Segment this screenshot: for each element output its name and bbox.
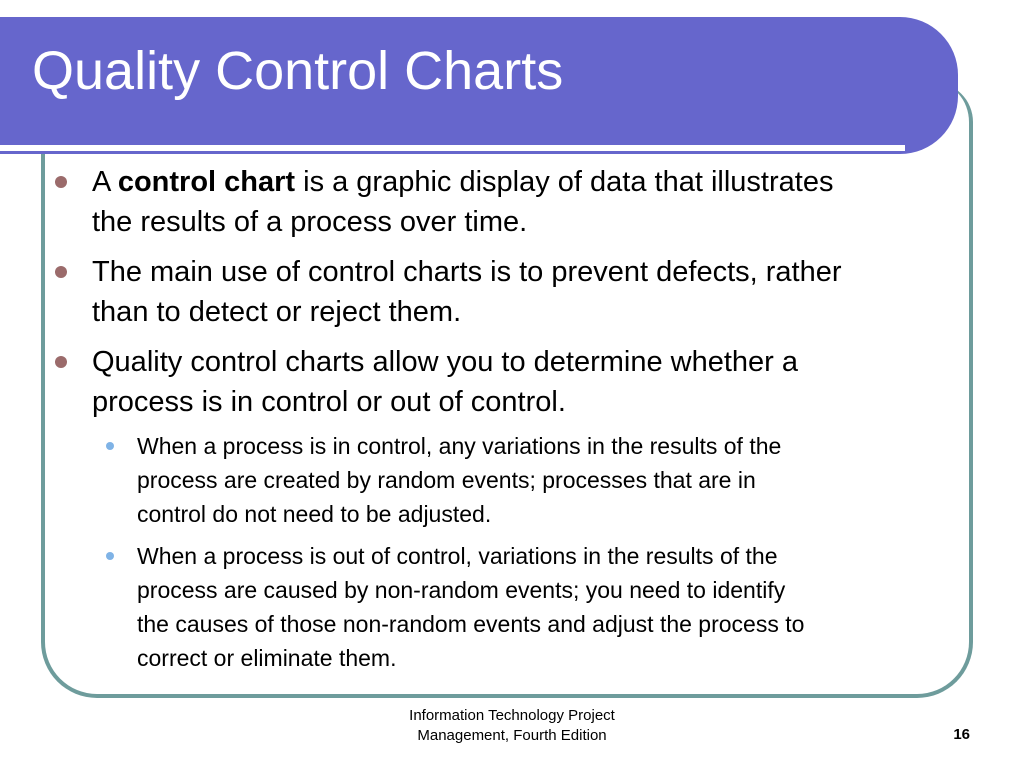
bullet-line: The main use of control charts is to prevent defects, rather [92,256,842,288]
bold-term: control chart [117,166,296,198]
sub-bullet-line: control do not need to be adjusted. [137,501,492,527]
sub-bullet-line: correct or eliminate them. [137,645,397,671]
title-underline [0,145,905,151]
page-number: 16 [953,726,970,743]
slide-title: Quality Control Charts [32,41,564,101]
footer-line: Management, Fourth Edition [417,727,607,744]
bullet-text-pre: A [92,166,118,198]
sub-bullet-line: the causes of those non-random events and adjust the process to [137,611,805,637]
bullet-line: the results of a process over time. [92,206,528,238]
sub-bullet-line: When a process is in control, any variations in the results of the [137,433,782,459]
sub-bullet-out-of-control [137,539,977,675]
sub-bullet-line: process are caused by non-random events; you need to identify [137,577,786,603]
bullet-text-post: is a graphic display of data that illustrates [295,166,834,198]
bullet-line: process is in control or out of control. [92,386,566,418]
bullet-main-use [92,252,982,332]
footer-line: Information Technology Project [409,707,615,724]
sub-bullet-line: process are created by random events; processes that are in [137,467,756,493]
bullet-line [92,162,982,202]
slide-footer [362,706,662,746]
bullet-control-chart-definition [92,162,982,242]
sub-bullet-in-control [137,429,977,531]
bullet-line: Quality control charts allow you to determine whether a [92,346,799,378]
bullet-line: than to detect or reject them. [92,296,462,328]
bullet-in-control [92,342,982,422]
sub-bullet-line: When a process is out of control, variations in the results of the [137,543,778,569]
